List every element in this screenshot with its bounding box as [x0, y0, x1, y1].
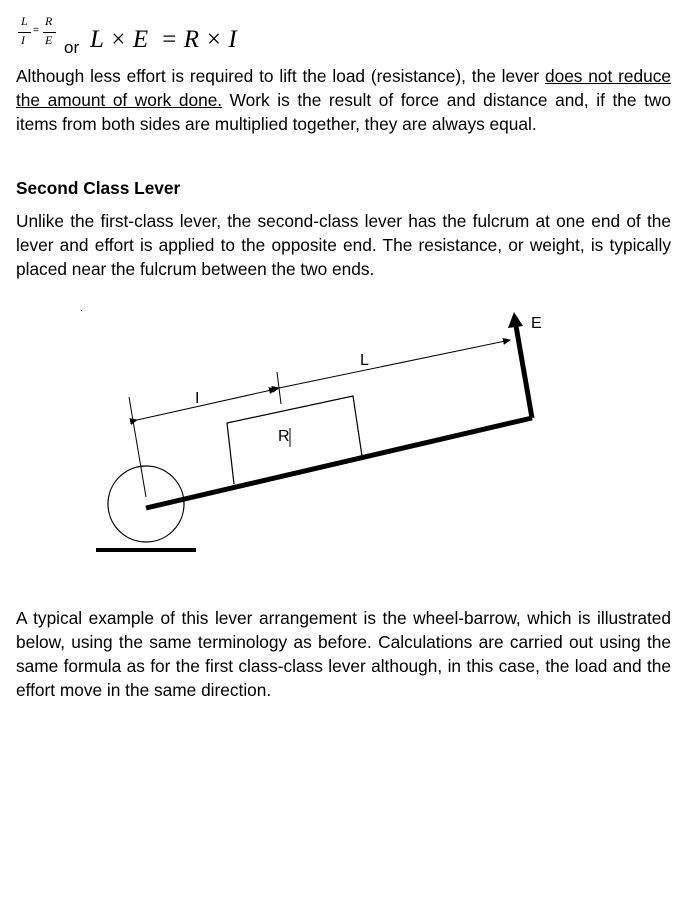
- effort-stem: [516, 326, 532, 418]
- formula-right-numerator: R: [45, 14, 53, 28]
- effort-label: E: [531, 315, 542, 332]
- speck-mark: [81, 310, 82, 311]
- formula-right-denominator: E: [45, 33, 53, 47]
- formula-equation: L × E = R × I: [90, 26, 237, 53]
- paragraph-wheel-barrow: A typical example of this lever arrangement is the wheel-barrow, which is illustrated below, using the same terminology as before. Calculations are carried out using the same formula as for the first class-class lever although, in this case, the load and the effort move in the same direction.: [16, 608, 671, 700]
- fulcrum-extension-line: [129, 397, 146, 497]
- paragraph-work-done-part-b: Work is the result of force and distance and, if the two items from both sides are multiplied together, they are always equal.: [16, 90, 671, 134]
- second-class-lever-diagram: [0, 290, 697, 570]
- paragraph-work-done-part-a: Although less effort is required to lift the load (resistance), the lever: [16, 66, 545, 86]
- paragraph-work-done-underlined: does not reduce the amount of work done.: [16, 66, 671, 110]
- distance-I-label: I: [195, 390, 200, 407]
- formula-or: or: [64, 38, 80, 57]
- ground-line: [96, 548, 196, 552]
- paragraph-work-done: [16, 64, 671, 136]
- resistance-load-box: [227, 396, 362, 484]
- formula-small-equals: =: [33, 25, 39, 36]
- effort-arrowhead-icon: [508, 312, 523, 328]
- lever-bar: [146, 418, 532, 508]
- paragraph-second-class-lever: Unlike the first-class lever, the second-class lever has the fulcrum at one end of the lever and effort is applied to the opposite end. The resistance, or weight, is typically placed near the fulcrum between the two ends.: [16, 211, 671, 279]
- distance-I-dimension: [137, 389, 276, 420]
- distance-L-dimension: [279, 340, 510, 388]
- section-heading: Second Class Lever: [16, 178, 181, 198]
- resistance-label: R: [278, 428, 290, 445]
- formula-left-numerator: L: [21, 14, 28, 28]
- distance-L-label: L: [360, 352, 369, 369]
- formula-left-denominator: I: [21, 33, 25, 47]
